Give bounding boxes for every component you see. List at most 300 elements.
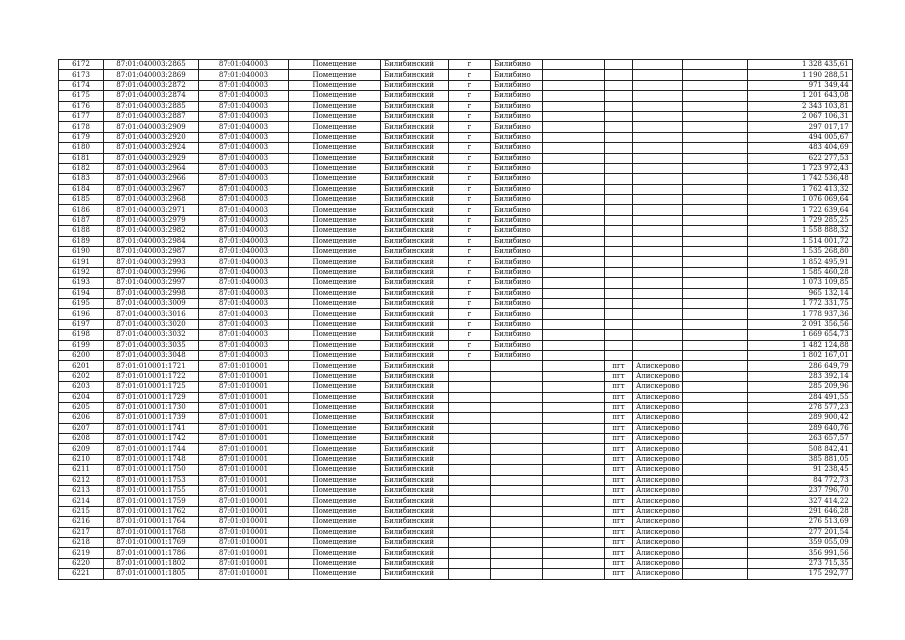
row-number: 6209 — [59, 444, 104, 454]
locality — [633, 91, 683, 101]
cadastral-block: 87:01:010001 — [199, 454, 289, 464]
cadastral-block: 87:01:010001 — [199, 402, 289, 412]
settlement-type — [449, 361, 491, 371]
settlement-type: г — [449, 111, 491, 121]
empty-cell — [682, 236, 747, 246]
settlement — [491, 434, 543, 444]
district: Билибинский — [381, 444, 449, 454]
empty-cell — [682, 319, 747, 329]
object-type: Помещение — [289, 205, 381, 215]
row-number: 6175 — [59, 91, 104, 101]
locality-type: пгт — [605, 382, 633, 392]
settlement-type — [449, 506, 491, 516]
cadastral-number: 87:01:010001:1729 — [104, 392, 199, 402]
locality-type: пгт — [605, 434, 633, 444]
locality-type — [605, 247, 633, 257]
cadastral-block: 87:01:040003 — [199, 350, 289, 360]
settlement-type — [449, 402, 491, 412]
settlement-type: г — [449, 278, 491, 288]
empty-cell — [543, 475, 605, 485]
cadastral-block: 87:01:040003 — [199, 288, 289, 298]
table-row — [59, 517, 853, 527]
settlement: Билибино — [491, 132, 543, 142]
settlement-type: г — [449, 340, 491, 350]
object-type: Помещение — [289, 247, 381, 257]
object-type: Помещение — [289, 298, 381, 308]
locality: Алискерово — [633, 434, 683, 444]
cadastral-block: 87:01:010001 — [199, 496, 289, 506]
settlement-type: г — [449, 247, 491, 257]
empty-cell — [682, 527, 747, 537]
empty-cell — [682, 496, 747, 506]
settlement-type — [449, 496, 491, 506]
cadastral-block: 87:01:010001 — [199, 413, 289, 423]
empty-cell — [682, 402, 747, 412]
locality: Алискерово — [633, 496, 683, 506]
cadastral-value: 291 646,28 — [747, 506, 852, 516]
empty-cell — [543, 205, 605, 215]
empty-cell — [543, 122, 605, 132]
settlement — [491, 548, 543, 558]
row-number: 6191 — [59, 257, 104, 267]
locality-type: пгт — [605, 371, 633, 381]
cadastral-number: 87:01:040003:2924 — [104, 143, 199, 153]
settlement-type: г — [449, 205, 491, 215]
settlement — [491, 517, 543, 527]
settlement: Билибино — [491, 215, 543, 225]
district: Билибинский — [381, 454, 449, 464]
empty-cell — [682, 371, 747, 381]
settlement — [491, 413, 543, 423]
district: Билибинский — [381, 184, 449, 194]
cadastral-block: 87:01:010001 — [199, 527, 289, 537]
row-number: 6186 — [59, 205, 104, 215]
empty-cell — [682, 465, 747, 475]
empty-cell — [543, 392, 605, 402]
table-row — [59, 558, 853, 568]
settlement: Билибино — [491, 309, 543, 319]
locality-type — [605, 132, 633, 142]
settlement-type: г — [449, 101, 491, 111]
settlement-type: г — [449, 60, 491, 70]
cadastral-number: 87:01:010001:1741 — [104, 423, 199, 433]
object-type: Помещение — [289, 174, 381, 184]
district: Билибинский — [381, 60, 449, 70]
district: Билибинский — [381, 486, 449, 496]
row-number: 6181 — [59, 153, 104, 163]
district: Билибинский — [381, 371, 449, 381]
cadastral-number: 87:01:010001:1805 — [104, 569, 199, 579]
settlement-type: г — [449, 215, 491, 225]
empty-cell — [543, 132, 605, 142]
cadastral-number: 87:01:040003:2909 — [104, 122, 199, 132]
row-number: 6212 — [59, 475, 104, 485]
row-number: 6188 — [59, 226, 104, 236]
settlement: Билибино — [491, 205, 543, 215]
cadastral-value: 356 991,56 — [747, 548, 852, 558]
cadastral-number: 87:01:040003:2998 — [104, 288, 199, 298]
row-number: 6202 — [59, 371, 104, 381]
locality — [633, 174, 683, 184]
cadastral-value: 1 802 167,01 — [747, 350, 852, 360]
table-row — [59, 371, 853, 381]
empty-cell — [682, 80, 747, 90]
row-number: 6185 — [59, 195, 104, 205]
locality-type — [605, 298, 633, 308]
locality — [633, 111, 683, 121]
settlement — [491, 496, 543, 506]
cadastral-value: 91 238,45 — [747, 465, 852, 475]
object-type: Помещение — [289, 423, 381, 433]
table-row — [59, 267, 853, 277]
empty-cell — [682, 569, 747, 579]
cadastral-number: 87:01:040003:2993 — [104, 257, 199, 267]
empty-cell — [682, 184, 747, 194]
cadastral-block: 87:01:040003 — [199, 195, 289, 205]
object-type: Помещение — [289, 330, 381, 340]
empty-cell — [682, 153, 747, 163]
locality — [633, 319, 683, 329]
cadastral-value: 1 742 536,48 — [747, 174, 852, 184]
object-type: Помещение — [289, 569, 381, 579]
table-row — [59, 330, 853, 340]
locality — [633, 163, 683, 173]
locality-type: пгт — [605, 465, 633, 475]
cadastral-value: 1 514 001,72 — [747, 236, 852, 246]
district: Билибинский — [381, 70, 449, 80]
cadastral-number: 87:01:010001:1768 — [104, 527, 199, 537]
row-number: 6198 — [59, 330, 104, 340]
settlement — [491, 444, 543, 454]
cadastral-number: 87:01:010001:1730 — [104, 402, 199, 412]
settlement-type — [449, 465, 491, 475]
district: Билибинский — [381, 101, 449, 111]
locality — [633, 226, 683, 236]
settlement: Билибино — [491, 153, 543, 163]
locality — [633, 278, 683, 288]
table-row — [59, 434, 853, 444]
settlement-type: г — [449, 330, 491, 340]
empty-cell — [682, 486, 747, 496]
locality — [633, 247, 683, 257]
object-type: Помещение — [289, 267, 381, 277]
settlement-type — [449, 454, 491, 464]
cadastral-value: 1 201 643,08 — [747, 91, 852, 101]
table-row — [59, 91, 853, 101]
settlement — [491, 558, 543, 568]
locality-type: пгт — [605, 444, 633, 454]
row-number: 6172 — [59, 60, 104, 70]
district: Билибинский — [381, 361, 449, 371]
settlement-type: г — [449, 298, 491, 308]
locality — [633, 236, 683, 246]
empty-cell — [682, 548, 747, 558]
empty-cell — [543, 330, 605, 340]
settlement-type: г — [449, 80, 491, 90]
table-row — [59, 548, 853, 558]
object-type: Помещение — [289, 392, 381, 402]
object-type: Помещение — [289, 195, 381, 205]
row-number: 6208 — [59, 434, 104, 444]
table-row — [59, 278, 853, 288]
row-number: 6193 — [59, 278, 104, 288]
settlement: Билибино — [491, 350, 543, 360]
row-number: 6217 — [59, 527, 104, 537]
district: Билибинский — [381, 91, 449, 101]
row-number: 6183 — [59, 174, 104, 184]
cadastral-block: 87:01:040003 — [199, 247, 289, 257]
cadastral-block: 87:01:040003 — [199, 278, 289, 288]
settlement: Билибино — [491, 91, 543, 101]
settlement-type: г — [449, 132, 491, 142]
empty-cell — [543, 91, 605, 101]
empty-cell — [682, 226, 747, 236]
settlement: Билибино — [491, 298, 543, 308]
empty-cell — [543, 153, 605, 163]
object-type: Помещение — [289, 70, 381, 80]
district: Билибинский — [381, 569, 449, 579]
settlement: Билибино — [491, 174, 543, 184]
cadastral-number: 87:01:040003:3016 — [104, 309, 199, 319]
district: Билибинский — [381, 537, 449, 547]
locality — [633, 298, 683, 308]
table-row — [59, 361, 853, 371]
cadastral-number: 87:01:010001:1802 — [104, 558, 199, 568]
empty-cell — [543, 174, 605, 184]
cadastral-block: 87:01:040003 — [199, 70, 289, 80]
object-type: Помещение — [289, 309, 381, 319]
locality — [633, 330, 683, 340]
district: Билибинский — [381, 278, 449, 288]
locality — [633, 184, 683, 194]
row-number: 6195 — [59, 298, 104, 308]
empty-cell — [543, 226, 605, 236]
cadastral-value: 1 558 888,32 — [747, 226, 852, 236]
table-row — [59, 226, 853, 236]
empty-cell — [543, 101, 605, 111]
cadastral-value: 2 343 103,81 — [747, 101, 852, 111]
cadastral-value: 1 729 285,25 — [747, 215, 852, 225]
cadastral-value: 289 640,76 — [747, 423, 852, 433]
empty-cell — [682, 330, 747, 340]
cadastral-number: 87:01:010001:1769 — [104, 537, 199, 547]
empty-cell — [682, 506, 747, 516]
locality-type: пгт — [605, 558, 633, 568]
object-type: Помещение — [289, 236, 381, 246]
settlement-type — [449, 569, 491, 579]
settlement-type: г — [449, 184, 491, 194]
empty-cell — [543, 143, 605, 153]
table-row — [59, 475, 853, 485]
district: Билибинский — [381, 350, 449, 360]
locality — [633, 309, 683, 319]
locality: Алискерово — [633, 527, 683, 537]
empty-cell — [682, 195, 747, 205]
cadastral-value: 273 715,35 — [747, 558, 852, 568]
settlement — [491, 392, 543, 402]
cadastral-block: 87:01:040003 — [199, 60, 289, 70]
table-row — [59, 423, 853, 433]
locality-type — [605, 174, 633, 184]
table-row — [59, 101, 853, 111]
settlement-type — [449, 371, 491, 381]
district: Билибинский — [381, 132, 449, 142]
settlement-type: г — [449, 70, 491, 80]
table-row — [59, 350, 853, 360]
empty-cell — [543, 434, 605, 444]
cadastral-block: 87:01:040003 — [199, 319, 289, 329]
cadastral-block: 87:01:040003 — [199, 215, 289, 225]
settlement — [491, 475, 543, 485]
row-number: 6176 — [59, 101, 104, 111]
empty-cell — [543, 517, 605, 527]
locality-type — [605, 330, 633, 340]
settlement: Билибино — [491, 80, 543, 90]
row-number: 6207 — [59, 423, 104, 433]
empty-cell — [543, 80, 605, 90]
cadastral-value: 237 796,70 — [747, 486, 852, 496]
cadastral-value: 1 073 109,85 — [747, 278, 852, 288]
empty-cell — [682, 143, 747, 153]
empty-cell — [543, 350, 605, 360]
table-row — [59, 569, 853, 579]
district: Билибинский — [381, 558, 449, 568]
row-number: 6178 — [59, 122, 104, 132]
settlement-type: г — [449, 319, 491, 329]
object-type: Помещение — [289, 80, 381, 90]
locality-type: пгт — [605, 392, 633, 402]
settlement-type: г — [449, 226, 491, 236]
locality: Алискерово — [633, 371, 683, 381]
locality-type: пгт — [605, 413, 633, 423]
row-number: 6182 — [59, 163, 104, 173]
object-type: Помещение — [289, 184, 381, 194]
cadastral-number: 87:01:040003:2997 — [104, 278, 199, 288]
district: Билибинский — [381, 465, 449, 475]
settlement-type — [449, 527, 491, 537]
settlement-type: г — [449, 153, 491, 163]
cadastral-number: 87:01:040003:2996 — [104, 267, 199, 277]
settlement: Билибино — [491, 195, 543, 205]
settlement-type — [449, 413, 491, 423]
empty-cell — [543, 444, 605, 454]
row-number: 6215 — [59, 506, 104, 516]
row-number: 6206 — [59, 413, 104, 423]
cadastral-value: 276 513,69 — [747, 517, 852, 527]
cadastral-block: 87:01:040003 — [199, 163, 289, 173]
settlement-type — [449, 382, 491, 392]
cadastral-number: 87:01:040003:3020 — [104, 319, 199, 329]
district: Билибинский — [381, 288, 449, 298]
cadastral-value: 1 722 639,64 — [747, 205, 852, 215]
locality-type — [605, 319, 633, 329]
district: Билибинский — [381, 226, 449, 236]
cadastral-block: 87:01:010001 — [199, 392, 289, 402]
cadastral-value: 1 772 331,75 — [747, 298, 852, 308]
settlement: Билибино — [491, 70, 543, 80]
empty-cell — [682, 537, 747, 547]
empty-cell — [682, 350, 747, 360]
locality — [633, 195, 683, 205]
empty-cell — [543, 184, 605, 194]
table-row — [59, 132, 853, 142]
cadastral-value: 278 577,23 — [747, 402, 852, 412]
empty-cell — [682, 454, 747, 464]
locality — [633, 257, 683, 267]
district: Билибинский — [381, 496, 449, 506]
empty-cell — [543, 195, 605, 205]
district: Билибинский — [381, 330, 449, 340]
cadastral-block: 87:01:010001 — [199, 486, 289, 496]
cadastral-block: 87:01:040003 — [199, 298, 289, 308]
cadastral-block: 87:01:040003 — [199, 91, 289, 101]
cadastral-number: 87:01:040003:2967 — [104, 184, 199, 194]
empty-cell — [543, 361, 605, 371]
cadastral-block: 87:01:010001 — [199, 537, 289, 547]
locality-type: пгт — [605, 423, 633, 433]
empty-cell — [682, 475, 747, 485]
cadastral-number: 87:01:010001:1750 — [104, 465, 199, 475]
settlement-type — [449, 444, 491, 454]
cadastral-number: 87:01:040003:3035 — [104, 340, 199, 350]
locality-type — [605, 80, 633, 90]
settlement-type: г — [449, 122, 491, 132]
locality-type — [605, 163, 633, 173]
empty-cell — [543, 537, 605, 547]
row-number: 6184 — [59, 184, 104, 194]
empty-cell — [682, 215, 747, 225]
empty-cell — [543, 278, 605, 288]
settlement-type: г — [449, 236, 491, 246]
cadastral-block: 87:01:010001 — [199, 371, 289, 381]
cadastral-value: 84 772,73 — [747, 475, 852, 485]
table-row — [59, 486, 853, 496]
cadastral-block: 87:01:040003 — [199, 340, 289, 350]
cadastral-value: 508 842,41 — [747, 444, 852, 454]
table-row — [59, 236, 853, 246]
settlement: Билибино — [491, 236, 543, 246]
cadastral-number: 87:01:040003:2920 — [104, 132, 199, 142]
locality-type — [605, 184, 633, 194]
cadastral-number: 87:01:040003:2929 — [104, 153, 199, 163]
empty-cell — [682, 382, 747, 392]
cadastral-value: 385 881,05 — [747, 454, 852, 464]
cadastral-number: 87:01:040003:2885 — [104, 101, 199, 111]
settlement-type — [449, 517, 491, 527]
object-type: Помещение — [289, 382, 381, 392]
locality — [633, 143, 683, 153]
district: Билибинский — [381, 247, 449, 257]
locality: Алискерово — [633, 392, 683, 402]
cadastral-number: 87:01:040003:2968 — [104, 195, 199, 205]
empty-cell — [682, 257, 747, 267]
settlement — [491, 506, 543, 516]
row-number: 6174 — [59, 80, 104, 90]
cadastral-value: 263 657,57 — [747, 434, 852, 444]
object-type: Помещение — [289, 434, 381, 444]
cadastral-block: 87:01:040003 — [199, 226, 289, 236]
empty-cell — [682, 101, 747, 111]
settlement: Билибино — [491, 226, 543, 236]
cadastral-block: 87:01:040003 — [199, 236, 289, 246]
cadastral-number: 87:01:010001:1725 — [104, 382, 199, 392]
settlement-type: г — [449, 309, 491, 319]
table-row — [59, 184, 853, 194]
district: Билибинский — [381, 153, 449, 163]
cadastral-number: 87:01:010001:1748 — [104, 454, 199, 464]
row-number: 6201 — [59, 361, 104, 371]
locality-type — [605, 101, 633, 111]
